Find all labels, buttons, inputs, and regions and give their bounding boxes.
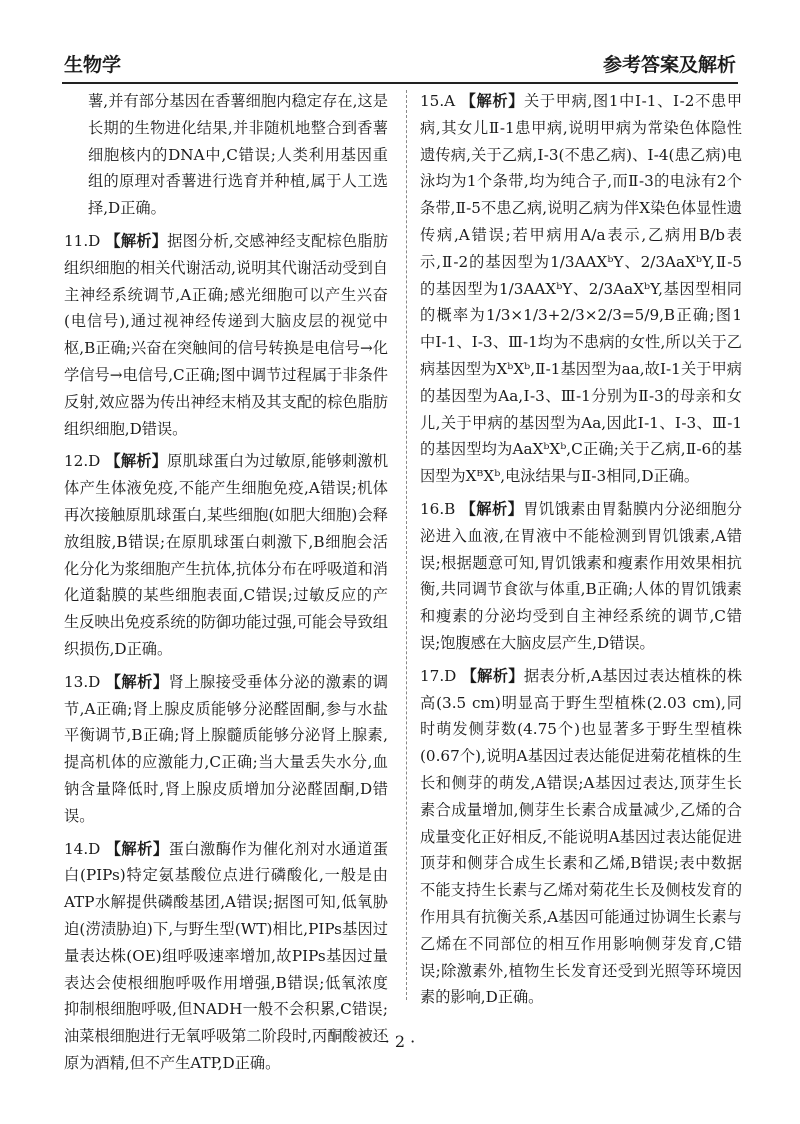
- left-column: [64, 88, 388, 1083]
- answer-item-13: [64, 669, 388, 830]
- answer-number: 16.B: [420, 499, 456, 518]
- answer-item-17: [420, 663, 742, 1011]
- answer-item-12: [64, 448, 388, 662]
- answer-text: 据表分析,A基因过表达植株的株高(3.5 cm)明显高于野生型植株(2.03 cm),同时萌发侧芽数(4.75个)也显著多于野生型植株(0.67个),说明A基因过表达能促进菊花植株的生长和侧芽的萌发,A错误;A基因过表达,顶芽生长素合成量增加,侧芽生长素合成量减少,乙烯的合成量变化正好相反,不能说明A基因过表达能促进顶芽和侧芽合成生长素和乙烯,B错误;表中数据不能支持生长素与乙烯对菊花生长及侧枝发育的作用具有抗衡关系,A基因可能通过协调生长素与乙烯在不同部位的相互作用影响侧芽发育,C错误;除激素外,植物生长发育还受到光照等环境因素的影响,D正确。: [420, 666, 743, 1007]
- answer-number: 14.D: [64, 839, 101, 858]
- analysis-tag: 【解析】: [105, 452, 168, 471]
- answer-number: 17.D: [420, 666, 457, 685]
- analysis-tag: 【解析】: [105, 839, 169, 858]
- answer-text: 关于甲病,图1中Ⅰ-1、Ⅰ-2不患甲病,其女儿Ⅱ-1患甲病,说明甲病为常染色体隐性遗传病,关于乙病,Ⅰ-3(不患乙病)、Ⅰ-4(患乙病)电泳均为1个条带,均为纯合子,而Ⅱ-3的电泳有2个条带,Ⅱ-5不患乙病,说明乙病为伴X染色体显性遗传病,A错误;若甲病用A/a表示,乙病用B/b表示,Ⅱ-2的基因型为1/3AAXᵇY、2/3AaXᵇY,Ⅱ-5的基因型为1/3AAXᵇY、2/3AaXᵇY,基因型相同的概率为1/3×1/3+2/3×2/3=5/9,B正确;图1中Ⅰ-1、Ⅰ-3、Ⅲ-1均为不患病的女性,所以关于乙病基因型为XᵇXᵇ,Ⅱ-1基因型为aa,故Ⅰ-1关于甲病的基因型为Aa,Ⅰ-3、Ⅲ-1分别为Ⅱ-3的母亲和女儿,关于甲病的基因型为Aa,因此Ⅰ-1、Ⅰ-3、Ⅲ-1的基因型均为AaXᵇXᵇ,C正确;关于乙病,Ⅱ-6的基因型为XᴮXᵇ,电泳结果与Ⅱ-3相同,D正确。: [420, 92, 743, 486]
- answer-number: 13.D: [64, 672, 101, 691]
- subject-title: 生物学: [64, 54, 122, 76]
- answer-text: 胃饥饿素由胃黏膜内分泌细胞分泌进入血液,在胃液中不能检测到胃饥饿素,A错误;根据题意可知,胃饥饿素和瘦素作用效果相抗衡,共同调节食欲与体重,B正确;人体的胃饥饿素和瘦素的分泌均受到自主神经系统的调节,C错误;饱腹感在大脑皮层产生,D错误。: [420, 499, 743, 652]
- section-title: 参考答案及解析: [602, 54, 736, 76]
- continuation-paragraph: 薯,并有部分基因在香薯细胞内稳定存在,这是长期的生物进化结果,并非随机地整合到香薯细胞核内的DNA中,C错误;人类利用基因重组的原理对香薯进行选育并种植,属于人工选择,D正确。: [88, 92, 388, 218]
- analysis-tag: 【解析】: [105, 672, 169, 691]
- answer-item-11: [64, 228, 388, 442]
- analysis-tag: 【解析】: [105, 231, 168, 250]
- answer-text: 据图分析,交感神经支配棕色脂肪组织细胞的相关代谢活动,说明其代谢活动受到自主神经系统调节,A正确;感光细胞可以产生兴奋(电信号),通过视神经传递到大脑皮层的视觉中枢,B正确;兴奋在突触间的信号转换是电信号→化学信号→电信号,C正确;图中调节过程属于非条件反射,效应器为传出神经末梢及其支配的棕色脂肪组织细胞,D错误。: [64, 231, 389, 438]
- answer-number: 15.A: [420, 92, 456, 110]
- answer-item-15: [420, 88, 742, 490]
- page-header: [62, 42, 738, 84]
- column-divider: [406, 90, 407, 1000]
- answer-item-16: [420, 496, 742, 657]
- answer-number: 12.D: [64, 452, 101, 471]
- analysis-tag: 【解析】: [461, 666, 524, 685]
- analysis-tag: 【解析】: [460, 499, 524, 518]
- answer-number: 11.D: [64, 231, 101, 250]
- answer-text: 肾上腺接受垂体分泌的激素的调节,A正确;肾上腺皮质能够分泌醛固酮,参与水盐平衡调节,B正确;肾上腺髓质能够分泌肾上腺素,提高机体的应激能力,C正确;当大量丢失水分,血钠含量降低时,肾上腺皮质增加分泌醛固酮,D错误。: [64, 672, 389, 825]
- analysis-tag: 【解析】: [460, 92, 525, 110]
- page-number: · 2 ·: [384, 1032, 416, 1051]
- answer-text: 原肌球蛋白为过敏原,能够刺激机体产生体液免疫,不能产生细胞免疫,A错误;机体再次接触原肌球蛋白,某些细胞(如肥大细胞)会释放组胺,B错误;在原肌球蛋白刺激下,B细胞会活化分化为浆细胞产生抗体,抗体分布在呼吸道和消化道黏膜的某些细胞表面,C错误;过敏反应的产生反映出免疫系统的防御功能过强,可能会导致组织损伤,D正确。: [64, 452, 389, 658]
- answer-text: 蛋白激酶作为催化剂对水通道蛋白(PIPs)特定氨基酸位点进行磷酸化,一般是由ATP水解提供磷酸基团,A错误;据图可知,低氧胁迫(涝渍胁迫)下,与野生型(WT)相比,PIPs基因过量表达株(OE)组呼吸速率增加,故PIPs基因过量表达会使根细胞呼吸作用增强,B错误;低氧浓度抑制根细胞呼吸,但NADH一般不会积累,C错误;油菜根细胞进行无氧呼吸第二阶段时,丙酮酸被还原为酒精,但不产生ATP,D正确。: [64, 839, 389, 1072]
- right-column: [420, 88, 742, 1017]
